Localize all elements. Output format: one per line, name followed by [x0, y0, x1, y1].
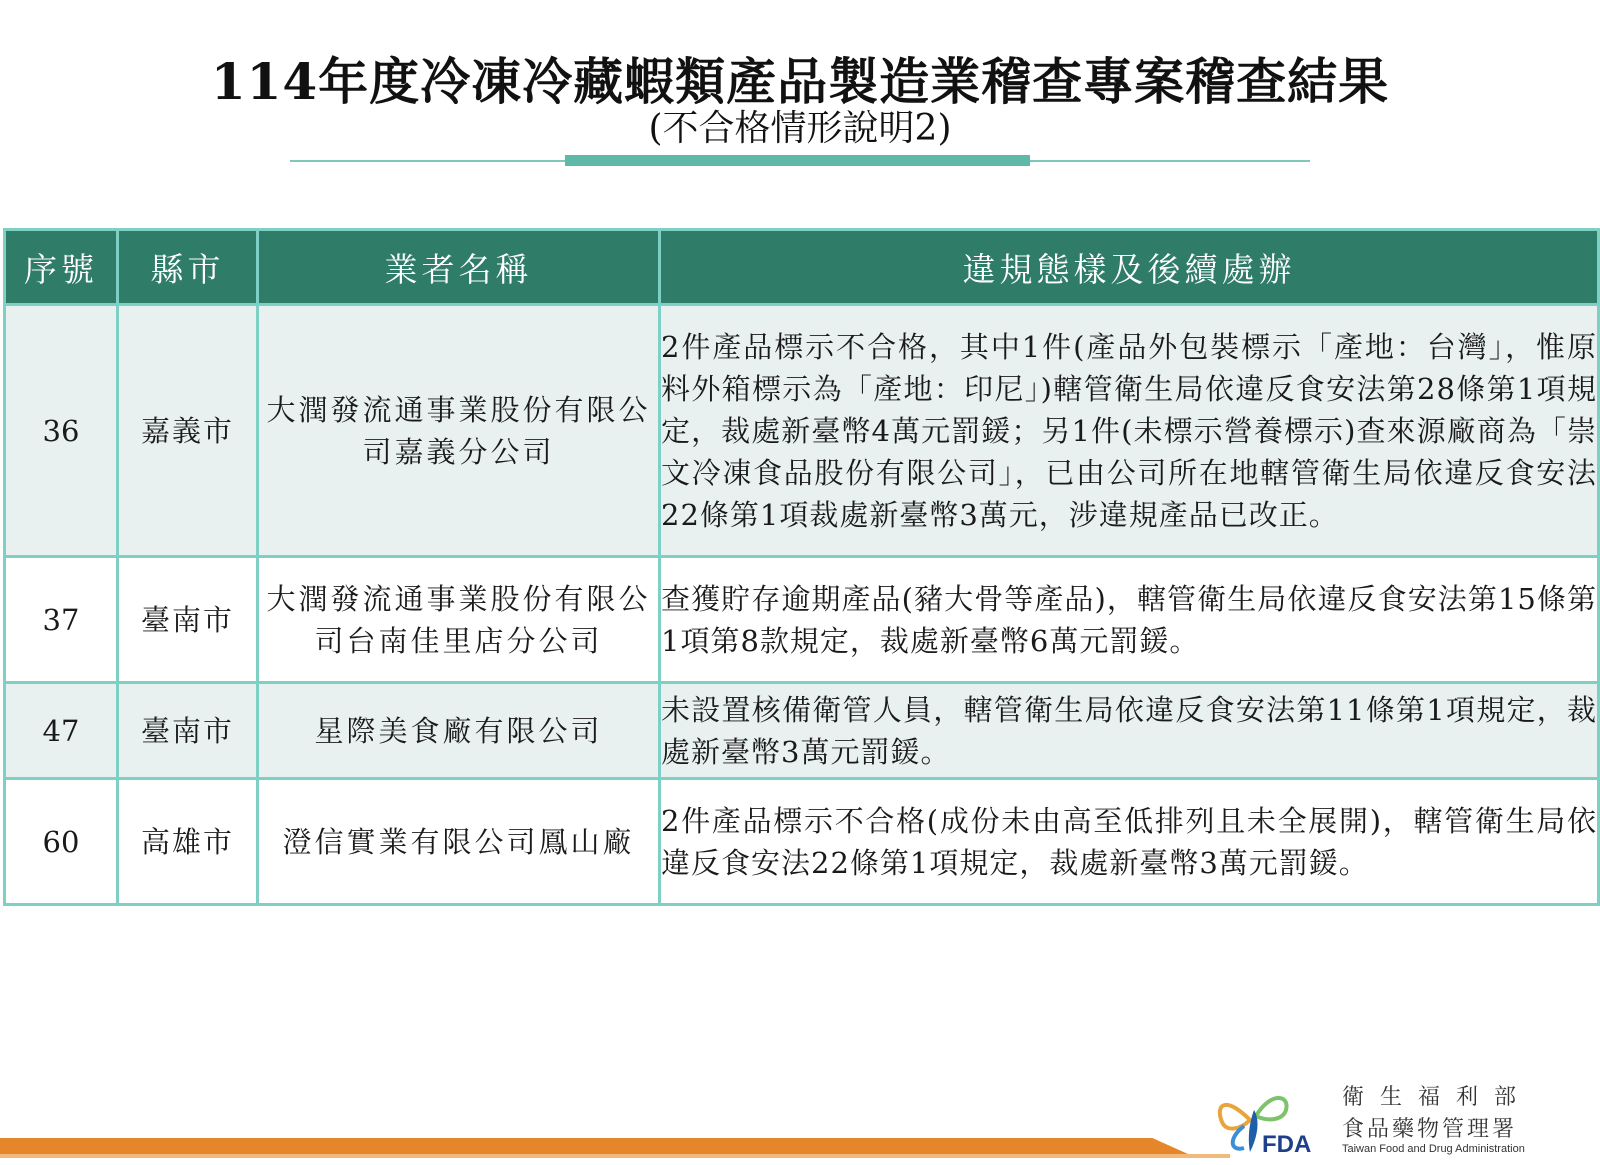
cell-city: 臺南市 — [118, 683, 258, 779]
cell-detail: 2件產品標示不合格，其中1件(產品外包裝標示「產地：台灣」，惟原料外箱標示為「產地：印尼」)轄管衛生局依違反食安法第28條第1項規定，裁處新臺幣4萬元罰鍰；另1件(未標示營養標示)查來源廠商為「崇文冷凍食品股份有限公司」，已由公司所在地轄管衛生局依違反食安法22條第1項裁處新臺幣3萬元，涉違規產品已改正。 — [660, 305, 1599, 557]
cell-seq: 37 — [5, 557, 118, 683]
page-subtitle: (不合格情形說明2) — [648, 108, 952, 149]
table-row — [5, 557, 1599, 683]
taiwan-shape-icon — [1249, 1110, 1258, 1152]
cell-city: 高雄市 — [118, 779, 258, 905]
cell-company: 澄信實業有限公司鳳山廠 — [258, 779, 660, 905]
page-title: 114年度冷凍冷藏蝦類產品製造業稽查專案稽查結果 — [210, 52, 1390, 111]
fda-logo — [1210, 1080, 1345, 1160]
cell-company: 星際美食廠有限公司 — [258, 683, 660, 779]
column-header-seq: 序號 — [5, 230, 118, 305]
cell-seq: 36 — [5, 305, 118, 557]
cell-city: 嘉義市 — [118, 305, 258, 557]
cell-company: 大潤發流通事業股份有限公司嘉義分公司 — [258, 305, 660, 557]
cell-seq: 60 — [5, 779, 118, 905]
footer-accent-line — [0, 1154, 1230, 1158]
org-name-ministry: 衛生福利部 — [1342, 1085, 1533, 1110]
butterfly-wing-orange-icon — [1220, 1105, 1250, 1129]
column-header-detail: 違規態樣及後續處辦 — [660, 230, 1599, 305]
table-row — [5, 305, 1599, 557]
cell-detail: 未設置核備衛管人員，轄管衛生局依違反食安法第11條第1項規定，裁處新臺幣3萬元罰鍰。 — [660, 683, 1599, 779]
butterfly-wing-green-icon — [1256, 1098, 1287, 1119]
column-header-city: 縣市 — [118, 230, 258, 305]
table-row — [5, 683, 1599, 779]
column-header-company: 業者名稱 — [258, 230, 660, 305]
cell-detail: 查獲貯存逾期產品(豬大骨等產品)，轄管衛生局依違反食安法第15條第1項第8款規定，裁處新臺幣6萬元罰鍰。 — [660, 557, 1599, 683]
title-divider-accent — [565, 155, 1030, 166]
org-name-english: Taiwan Food and Drug Administration — [1342, 1143, 1525, 1155]
cell-city: 臺南市 — [118, 557, 258, 683]
cell-detail: 2件產品標示不合格(成份未由高至低排列且未全展開)，轄管衛生局依違反食安法22條第1項規定，裁處新臺幣3萬元罰鍰。 — [660, 779, 1599, 905]
org-name-agency: 食品藥物管理署 — [1342, 1117, 1518, 1142]
fda-logo-text: FDA — [1262, 1131, 1312, 1158]
table-header-row — [5, 230, 1599, 305]
footer-accent-bar — [0, 1138, 1188, 1154]
table-row — [5, 779, 1599, 905]
results-table — [3, 228, 1600, 906]
cell-company: 大潤發流通事業股份有限公司台南佳里店分公司 — [258, 557, 660, 683]
cell-seq: 47 — [5, 683, 118, 779]
